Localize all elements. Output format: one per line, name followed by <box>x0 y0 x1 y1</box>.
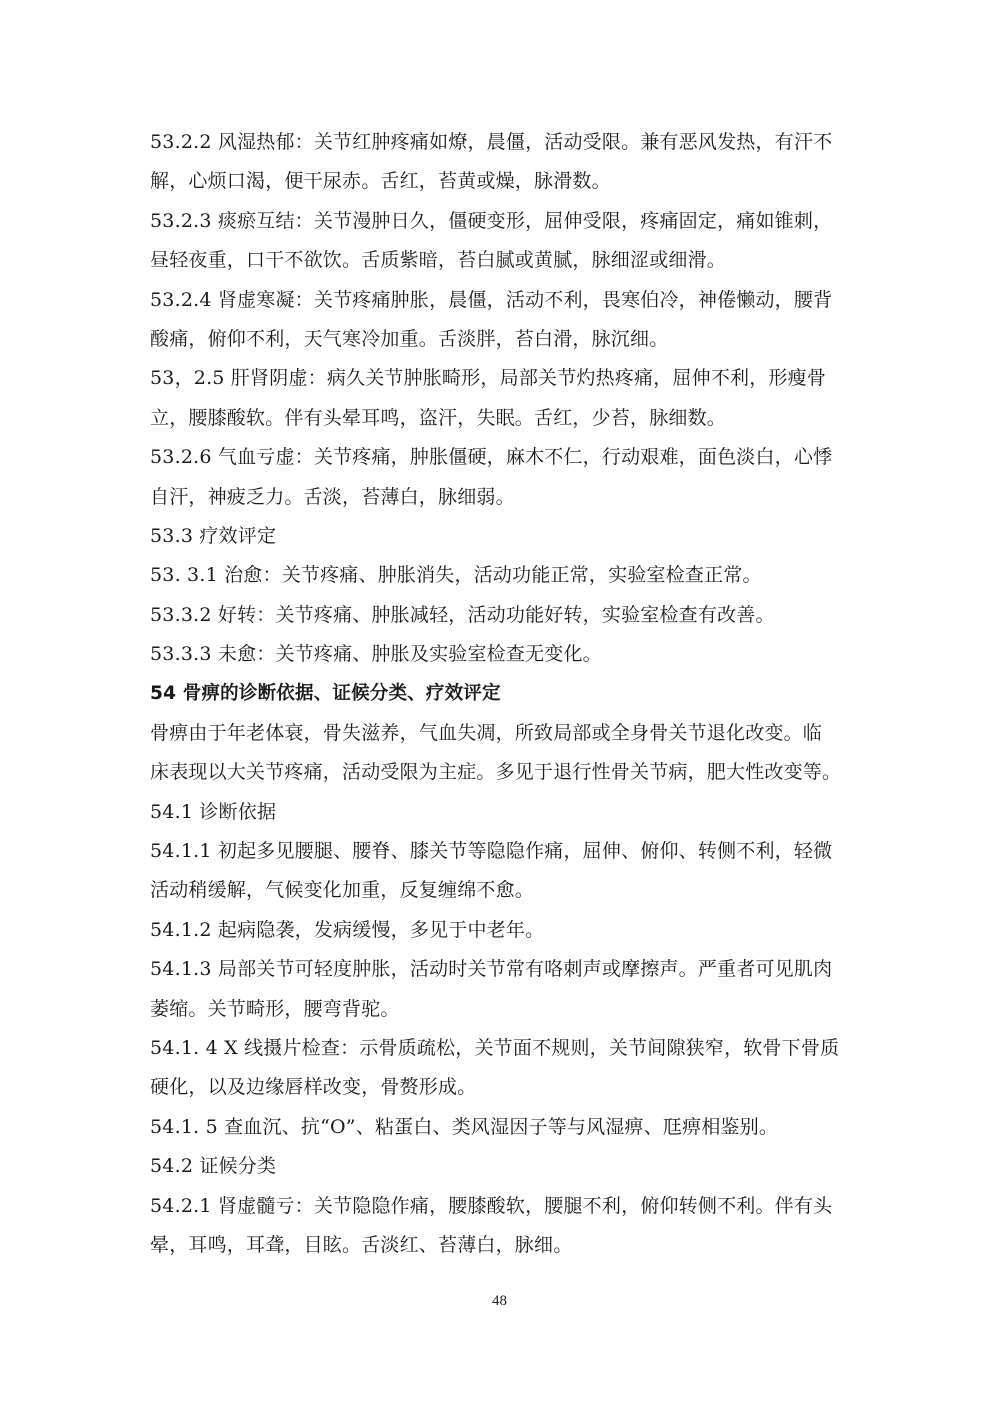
text-line: 54.2.1 肾虚髓亏：关节隐隐作痛，腰膝酸软，腰腿不利，俯仰转侧不利。伴有头 <box>150 1194 833 1217</box>
text-line: 54.1. 4 X 线摄片检查：示骨质疏松，关节面不规则，关节间隙狭窄，软骨下骨质 <box>150 1036 840 1059</box>
text-line: 53. 3.1 治愈：关节疼痛、肿胀消失，活动功能正常，实验室检查正常。 <box>150 564 762 587</box>
text-line: 53.2.4 肾虚寒凝：关节疼痛肿胀，晨僵，活动不利，畏寒伯冷，神倦懒动，腰背 <box>150 288 833 311</box>
text-line: 自汗，神疲乏力。舌淡，苔薄白，脉细弱。 <box>150 485 515 508</box>
text-line: 立，腰膝酸软。伴有头晕耳鸣，盗汗，失眠。舌红，少苔，脉细数。 <box>150 406 727 429</box>
subsection-heading: 54.1 诊断依据 <box>150 800 277 823</box>
text-line: 解，心烦口渴，便干尿赤。舌红，苔黄或燥，脉滑数。 <box>150 170 611 193</box>
subsection-heading: 54.2 证候分类 <box>150 1155 277 1178</box>
text-line: 53.2.2 风湿热郁：关节红肿疼痛如燎，晨僵，活动受限。兼有恶风发热，有汗不 <box>150 131 833 153</box>
subsection-heading: 53.3 疗效评定 <box>150 524 277 547</box>
text-line: 晕，耳鸣，耳聋，目眩。舌淡红、苔薄白，脉细。 <box>150 1233 573 1256</box>
text-line: 53.2.3 痰瘀互结：关节漫肿日久，僵硬变形，屈伸受限，疼痛固定，痛如锥刺， <box>150 209 833 232</box>
text-line: 53.2.6 气血亏虚：关节疼痛，肿胀僵硬，麻木不仁，行动艰难，面色淡白，心悸 <box>150 446 833 469</box>
text-line: 床表现以大关节疼痛，活动受限为主症。多见于退行性骨关节病，肥大性改变等。 <box>150 761 842 784</box>
text-line: 昼轻夜重，口干不欲饮。舌质紫暗，苔白腻或黄腻，脉细涩或细滑。 <box>150 249 727 272</box>
text-line: 53，2.5 肝肾阴虚：病久关节肿胀畸形，局部关节灼热疼痛，屈伸不利，形瘦骨 <box>150 367 827 390</box>
section-heading: 54 骨痹的诊断依据、证候分类、疗效评定 <box>150 683 501 705</box>
text-line: 54.1.3 局部关节可轻度肿胀，活动时关节常有咯刺声或摩擦声。严重者可见肌肉 <box>150 958 833 981</box>
text-line: 萎缩。关节畸形，腰弯背驼。 <box>150 997 400 1020</box>
text-line: 活动稍缓解，气候变化加重，反复缠绵不愈。 <box>150 879 535 902</box>
text-line: 54.1. 5 查血沉、抗“O”、粘蛋白、类风湿因子等与风湿痹、尫痹相鉴别。 <box>150 1115 779 1138</box>
text-line: 54.1.2 起病隐袭，发病缓慢，多见于中老年。 <box>150 918 545 941</box>
text-line: 53.3.3 未愈：关节疼痛、肿胀及实验室检查无变化。 <box>150 643 602 666</box>
text-line: 53.3.2 好转：关节疼痛、肿胀减轻，活动功能好转，实验室检查有改善。 <box>150 603 775 626</box>
page-number: 48 <box>492 1293 507 1309</box>
text-line: 硬化，以及边缘唇样改变，骨赘形成。 <box>150 1076 477 1099</box>
document-body <box>150 123 850 1265</box>
text-line: 酸痛，俯仰不利，天气寒冷加重。舌淡胖，苔白滑，脉沉细。 <box>150 327 669 350</box>
text-line: 54.1.1 初起多见腰腿、腰脊、膝关节等隐隐作痛，屈伸、俯仰、转侧不利，轻微 <box>150 840 833 863</box>
text-line: 骨痹由于年老体衰，骨失滋养，气血失凋，所致局部或全身骨关节退化改变。临 <box>150 721 823 744</box>
